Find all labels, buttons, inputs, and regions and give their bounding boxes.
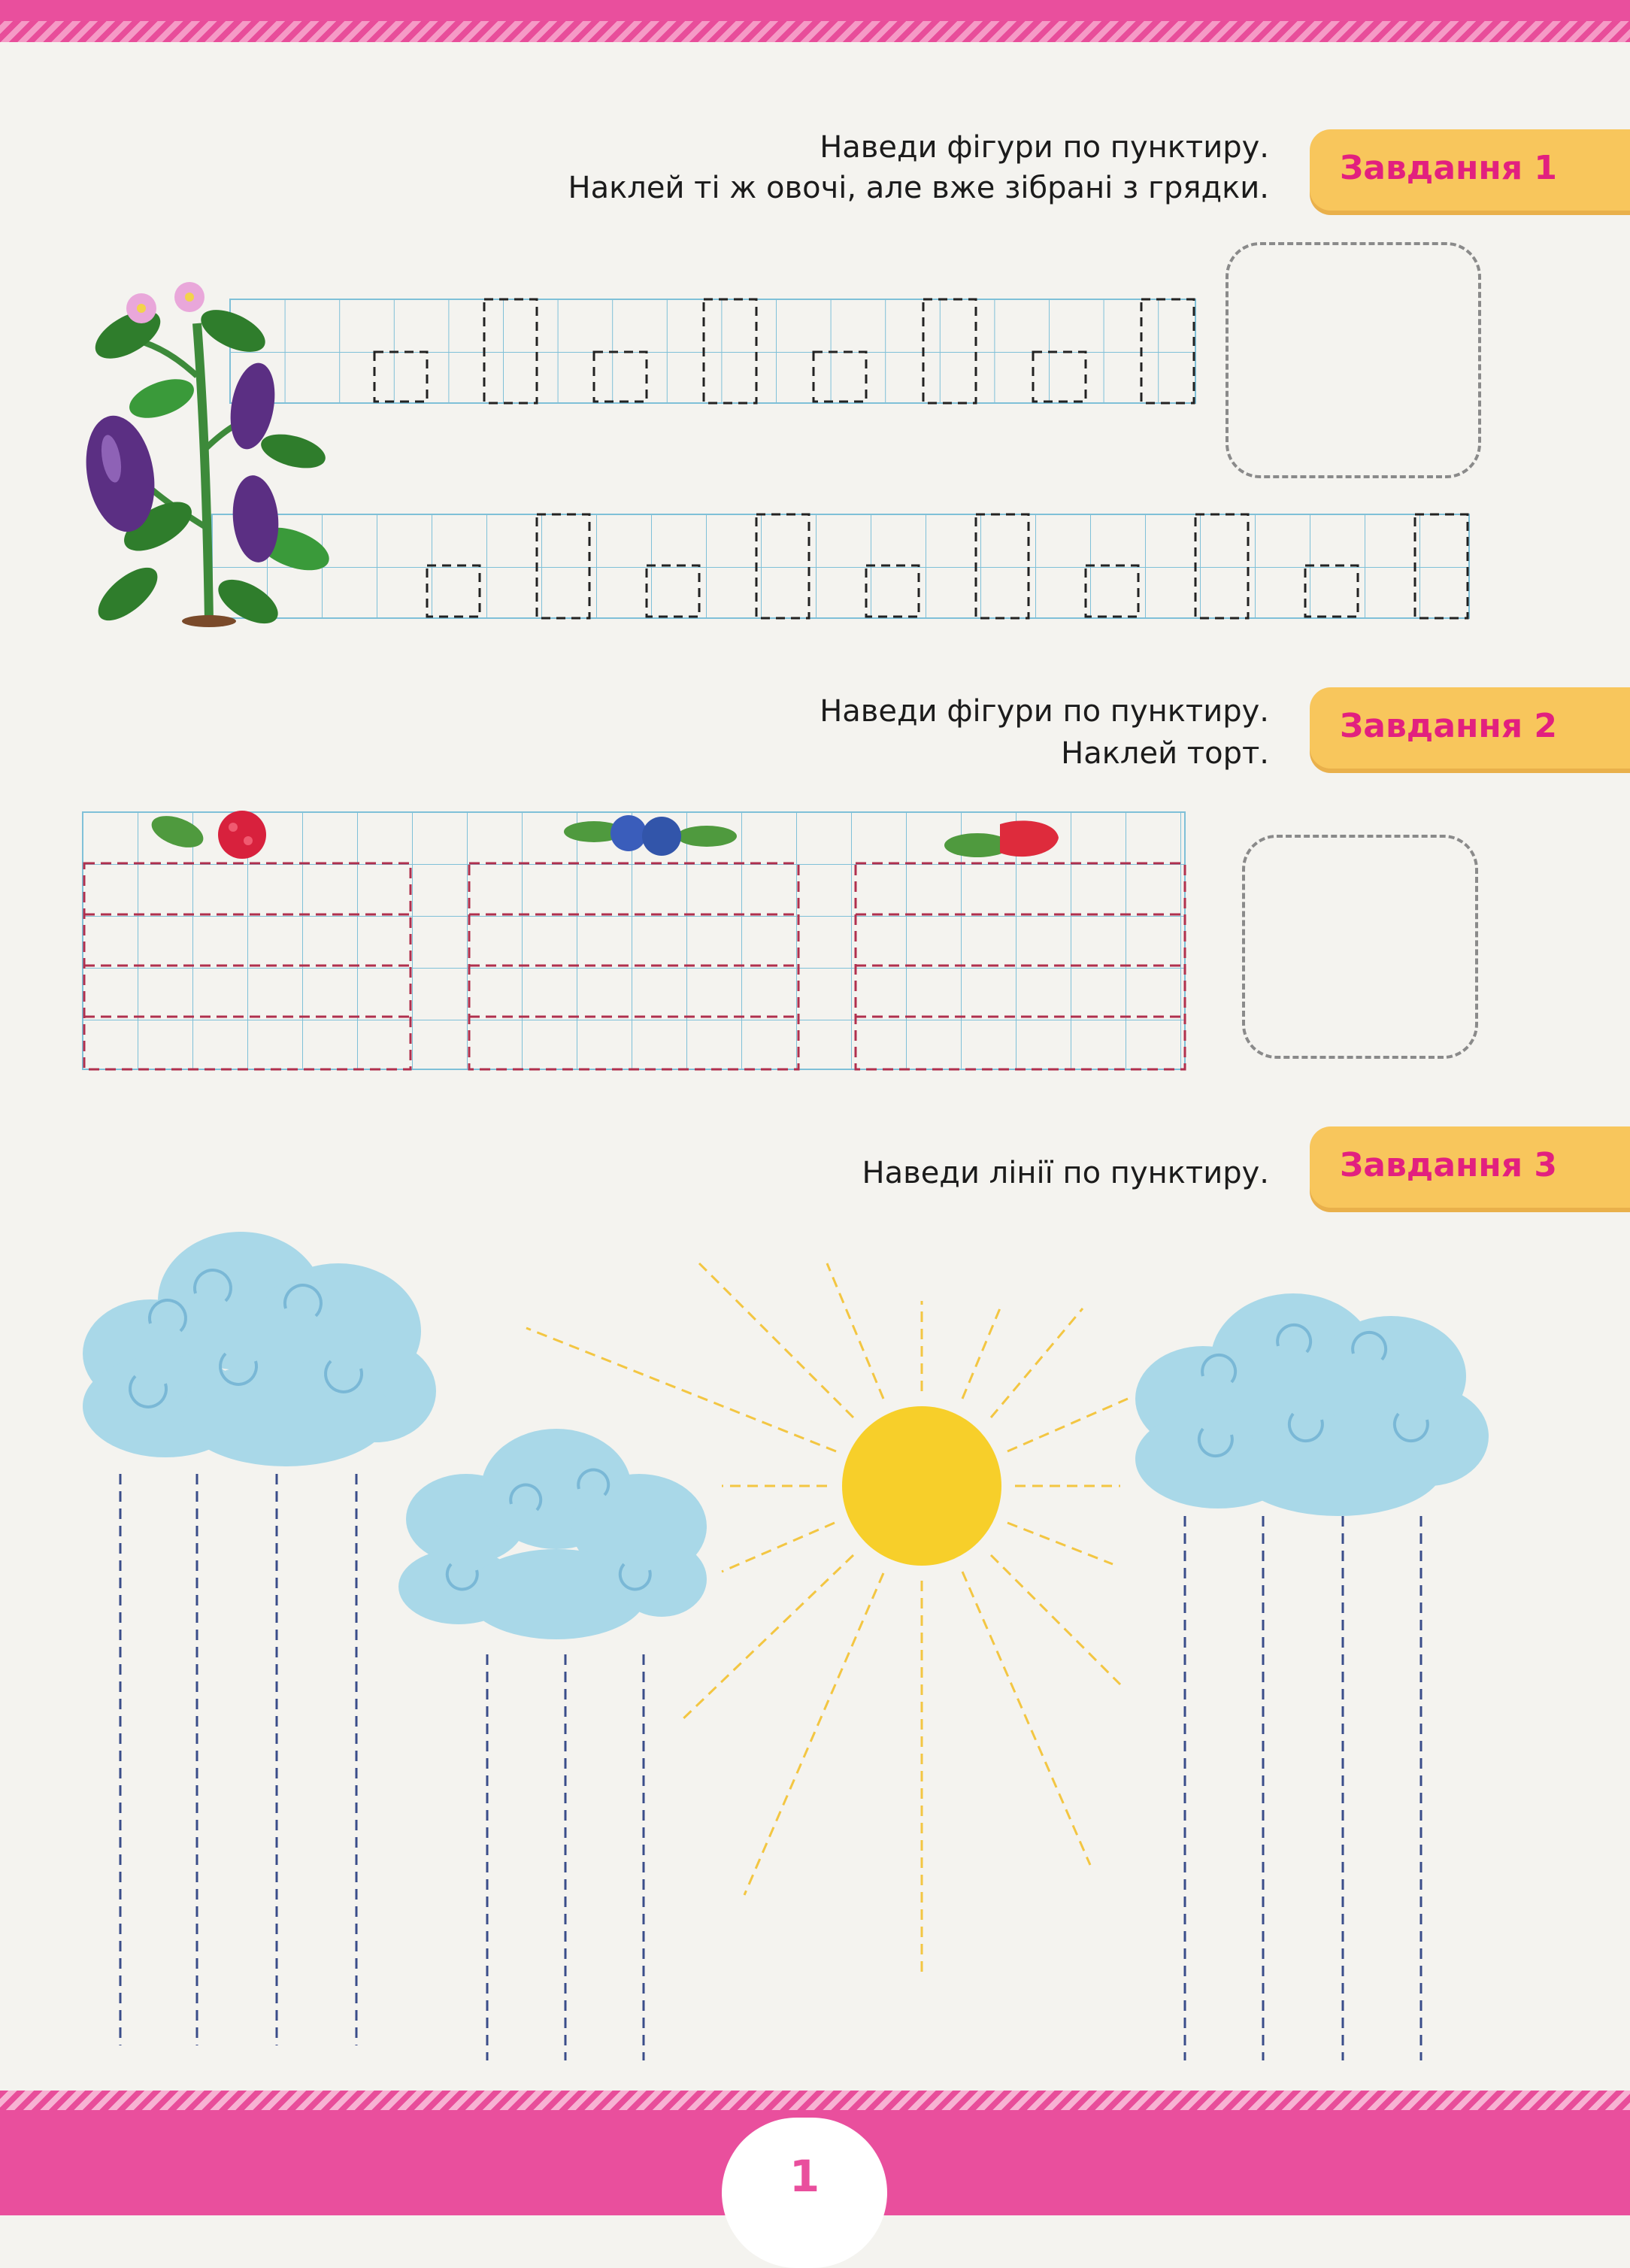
rain-dashed-lines [120, 1474, 1421, 2060]
cloud-middle-icon [398, 1429, 707, 1639]
task3-instruction-line1: Наведи лінії по пунктиру. [862, 1156, 1269, 1190]
page-number: 1 [789, 2151, 820, 2202]
task3-badge-label: Завдання 3 [1340, 1146, 1558, 1184]
task1-badge-label: Завдання 1 [1340, 149, 1558, 187]
cloud-right-icon [1135, 1293, 1489, 1516]
cloud-left-icon [83, 1232, 436, 1466]
task1-instruction-line1: Наведи фігури по пунктиру. [820, 130, 1269, 165]
task1-grid-row2 [212, 514, 1469, 618]
task2-instruction-line1: Наведи фігури по пунктиру. [820, 694, 1269, 729]
task1-instruction-line2: Наклей ті ж овочі, але вже зібрані з грядки. [568, 171, 1269, 205]
task1-grid-row1 [230, 299, 1195, 403]
task2-instruction-line2: Наклей торт. [1061, 736, 1269, 771]
task2-badge-label: Завдання 2 [1340, 707, 1558, 745]
